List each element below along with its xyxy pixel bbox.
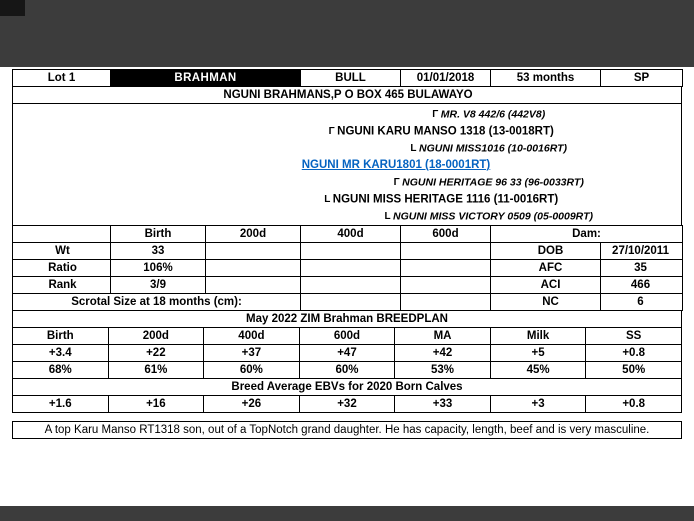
empty-cell xyxy=(301,294,401,311)
ebv-header-ss: SS xyxy=(586,328,682,345)
animal-sex: BULL xyxy=(301,70,401,87)
lot-number: Lot 1 xyxy=(13,70,111,87)
dam-granddam-name: NGUNI MISS VICTORY 0509 (05-0009RT) xyxy=(393,210,593,223)
empty-cell xyxy=(401,260,491,277)
col-header-200d: 200d xyxy=(206,226,301,243)
ebv-value: +37 xyxy=(204,345,300,362)
ratio-birth-value: 106% xyxy=(111,260,206,277)
col-header-birth: Birth xyxy=(111,226,206,243)
ebv-accuracy: 60% xyxy=(299,362,395,379)
breed-average-value: +26 xyxy=(204,396,300,413)
dam-section-header: Dam: xyxy=(491,226,683,243)
branch-down-icon: L xyxy=(410,143,417,154)
empty-cell xyxy=(401,294,491,311)
dam-afc-label: AFC xyxy=(491,260,601,277)
sale-comment: A top Karu Manso RT1318 son, out of a TopNotch grand daughter. He has capacity, length, beef and is very masculine. xyxy=(13,422,682,439)
empty-cell xyxy=(301,243,401,260)
ebv-value: +42 xyxy=(395,345,491,362)
ebv-accuracy: 68% xyxy=(13,362,109,379)
table-row xyxy=(13,277,683,294)
ebv-header-ma: MA xyxy=(395,328,491,345)
pedigree-panel xyxy=(13,104,682,226)
ebv-value: +3.4 xyxy=(13,345,109,362)
table-row xyxy=(13,345,682,362)
row-label-rank: Rank xyxy=(13,277,111,294)
table-row xyxy=(13,87,682,104)
branch-down-icon: L xyxy=(384,211,391,222)
breed-average-value: +16 xyxy=(108,396,204,413)
status-code: SP xyxy=(601,70,683,87)
breeder-table xyxy=(12,86,682,104)
pedigree-line xyxy=(13,157,681,174)
sire-name: NGUNI KARU MANSO 1318 (13-0018RT) xyxy=(337,125,554,138)
empty-cell xyxy=(401,243,491,260)
dam-aci-value: 466 xyxy=(601,277,683,294)
ebv-accuracy: 53% xyxy=(395,362,491,379)
animal-age: 53 months xyxy=(491,70,601,87)
dam-name: NGUNI MISS HERITAGE 1116 (11-0016RT) xyxy=(332,193,559,206)
table-row xyxy=(13,294,683,311)
ebv-accuracy: 50% xyxy=(586,362,682,379)
pedigree-table xyxy=(12,103,682,226)
table-row xyxy=(13,311,682,328)
empty-cell xyxy=(13,226,111,243)
breed-average-table xyxy=(12,395,682,413)
breedplan-title-table xyxy=(12,310,682,328)
pedigree-line xyxy=(13,140,681,157)
comment-table xyxy=(12,421,682,439)
pedigree-line xyxy=(13,208,681,225)
breed-average-value: +32 xyxy=(299,396,395,413)
wt-birth-value: 33 xyxy=(111,243,206,260)
row-label-wt: Wt xyxy=(13,243,111,260)
empty-cell xyxy=(301,277,401,294)
birth-date: 01/01/2018 xyxy=(401,70,491,87)
table-row xyxy=(13,243,683,260)
catalog-page xyxy=(0,67,694,506)
dam-dob-value: 27/10/2011 xyxy=(601,243,683,260)
table-row xyxy=(13,70,683,87)
pedigree-line xyxy=(13,123,681,140)
ebv-value: +47 xyxy=(299,345,395,362)
ebv-accuracy: 60% xyxy=(204,362,300,379)
table-row xyxy=(13,104,682,226)
nc-value: 6 xyxy=(601,294,683,311)
ebv-header-milk: Milk xyxy=(490,328,586,345)
viewer-top-bar xyxy=(0,0,694,67)
ebv-header-birth: Birth xyxy=(13,328,109,345)
empty-cell xyxy=(301,260,401,277)
breed-average-title: Breed Average EBVs for 2020 Born Calves xyxy=(13,379,682,396)
ebv-accuracy: 45% xyxy=(490,362,586,379)
empty-cell xyxy=(206,277,301,294)
rank-birth-value: 3/9 xyxy=(111,277,206,294)
ebv-value: +22 xyxy=(108,345,204,362)
table-row xyxy=(13,396,682,413)
breedplan-title: May 2022 ZIM Brahman BREEDPLAN xyxy=(13,311,682,328)
branch-up-icon: Γ xyxy=(328,126,335,137)
performance-table xyxy=(12,225,683,311)
empty-cell xyxy=(206,260,301,277)
col-header-400d: 400d xyxy=(301,226,401,243)
animal-name-link[interactable]: NGUNI MR KARU1801 (18-0001RT) xyxy=(301,159,491,171)
lot-header-table xyxy=(12,69,683,87)
pedigree-line xyxy=(13,174,681,191)
ebv-accuracy: 61% xyxy=(108,362,204,379)
empty-cell xyxy=(401,277,491,294)
dam-dob-label: DOB xyxy=(491,243,601,260)
ebv-table xyxy=(12,327,682,379)
ebv-header-600d: 600d xyxy=(299,328,395,345)
viewer-corner-block xyxy=(0,0,25,16)
breed-name: BRAHMAN xyxy=(111,70,301,87)
ebv-value: +5 xyxy=(490,345,586,362)
branch-up-icon: Γ xyxy=(432,109,439,120)
table-row xyxy=(13,328,682,345)
branch-down-icon: L xyxy=(324,194,331,205)
table-row xyxy=(13,362,682,379)
dam-afc-value: 35 xyxy=(601,260,683,277)
breed-average-value: +1.6 xyxy=(13,396,109,413)
sire-grandsire-name: MR. V8 442/6 (442V8) xyxy=(440,108,546,121)
ebv-header-200d: 200d xyxy=(108,328,204,345)
table-row xyxy=(13,379,682,396)
breed-average-title-table xyxy=(12,378,682,396)
dam-grandsire-name: NGUNI HERITAGE 96 33 (96-0033RT) xyxy=(402,176,584,189)
viewer-bottom-bar xyxy=(0,506,694,521)
breed-average-value: +0.8 xyxy=(586,396,682,413)
branch-up-icon: Γ xyxy=(393,177,400,188)
dam-aci-label: ACI xyxy=(491,277,601,294)
scrotal-size-label: Scrotal Size at 18 months (cm): xyxy=(13,294,301,311)
col-header-600d: 600d xyxy=(401,226,491,243)
sire-granddam-name: NGUNI MISS1016 (10-0016RT) xyxy=(418,142,568,155)
pedigree-line xyxy=(13,191,681,208)
table-row xyxy=(13,260,683,277)
lot-sheet xyxy=(12,69,682,439)
pedigree-line xyxy=(13,106,681,123)
breeder-name: NGUNI BRAHMANS,P O BOX 465 BULAWAYO xyxy=(13,87,682,104)
table-row xyxy=(13,226,683,243)
breed-average-value: +33 xyxy=(395,396,491,413)
row-label-ratio: Ratio xyxy=(13,260,111,277)
ebv-value: +0.8 xyxy=(586,345,682,362)
table-row xyxy=(13,422,682,439)
nc-label: NC xyxy=(491,294,601,311)
breed-average-value: +3 xyxy=(490,396,586,413)
empty-cell xyxy=(206,243,301,260)
ebv-header-400d: 400d xyxy=(204,328,300,345)
